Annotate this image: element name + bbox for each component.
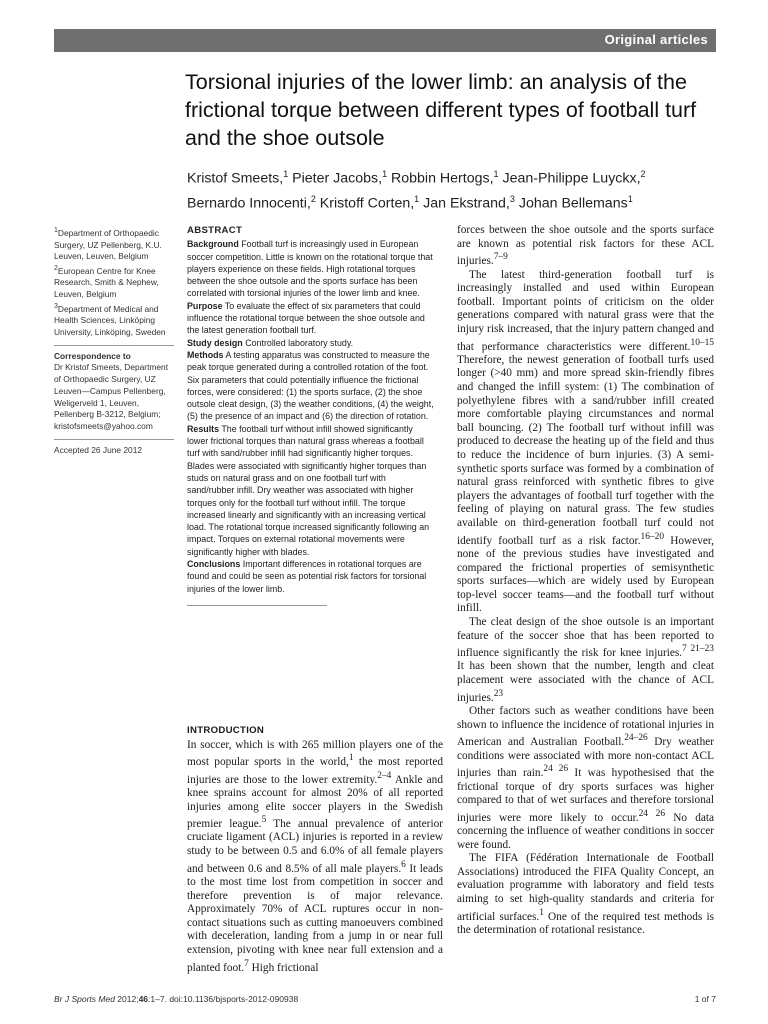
section-text: To evaluate the effect of six parameters that could influence the rotational torque between the shoe outsole and the latest generation football turf. xyxy=(187,300,425,336)
citation: 16–20 xyxy=(640,531,665,542)
section-label: Original articles xyxy=(604,32,708,47)
citation: 7 xyxy=(244,958,249,969)
affiliation-text: European Centre for Knee Research, Smith & Nephew, Leuven, Belgium xyxy=(54,265,159,300)
author: Johan Bellemans xyxy=(514,195,628,212)
author-affiliation-mark: 2 xyxy=(310,193,316,204)
author-affiliation-mark: 2 xyxy=(640,169,646,179)
citation: 1 xyxy=(539,907,544,918)
affiliation xyxy=(54,263,174,301)
author-affiliation-mark: 3 xyxy=(509,193,515,204)
text: In soccer, which is with 265 million players one of the most popular sports in the world, xyxy=(187,738,443,768)
author-list xyxy=(187,164,707,213)
affiliations-sidebar xyxy=(54,225,174,456)
paragraph xyxy=(457,269,714,616)
paragraph xyxy=(187,739,443,975)
section-label: Purpose xyxy=(187,300,223,311)
abstract-heading: ABSTRACT xyxy=(187,225,243,236)
abstract-results xyxy=(187,423,435,558)
volume: 46 xyxy=(138,994,149,1004)
citation: 7 21–23 xyxy=(682,644,714,655)
text: Ankle and knee sprains account for almost 20% of all reported injuries among elite soccer players in the Swedish premier league. xyxy=(187,773,443,830)
citation: 7–9 xyxy=(493,252,508,263)
text: Therefore, the newest generation of football turfs used longer (>40 mm) and more spread skin-friendly fibres and changed the infill system: (1) The combination of polyethylene fibres with a sand/rubber infill created more comfortable playing circumstances and normal ball bouncing. (2) The football turf without infill was produced to decrease the heating up of the field and thus to reduce the incidence of burn injuries. (3) A semi-synthetic sports surface was formed by a combination of natural grass reinforced with synthetic fibres to give players the advantages of football turf together with the feeling of playing on natural grass. The few studies available on third-generation football turf could not identify football turf as a risk factor. xyxy=(457,353,714,547)
section-label: Conclusions xyxy=(187,559,241,570)
divider xyxy=(187,605,327,606)
text: It leads to the most time lost from competition in soccer and therefore prevention is of major relevance. Approximately 70% of ACL ruptures occur in non-contact situations such as cutting manoeuvers combined with deceleration, landing from a jump in or near full extension, pivoting with knee near full extension and a planted foot. xyxy=(187,862,444,974)
text: The annual prevalence of anterior cruciate ligament (ACL) injuries is reported in a review study to be between 0.5 and 6.0% of all female players and between 0.6 and 8.5% of all male players. xyxy=(187,817,443,875)
abstract xyxy=(187,225,435,606)
affiliation-text: Department of Medical and Health Sciences, Linköping University, Linköping, Sweden xyxy=(54,303,166,338)
section-label: Results xyxy=(187,423,220,434)
text: It has been shown that the number, length and cleat placement were associated with the chance of ACL injuries. xyxy=(457,660,714,704)
text: However, none of the previous studies have investigated and compared the frictional properties of semisynthetic sports surfaces—which are widely used by European top-level soccer teams—and the football turf without infill. xyxy=(457,534,714,615)
doi: :1–7. doi:10.1136/bjsports-2012-090938 xyxy=(148,994,299,1004)
author: Kristoff Corten, xyxy=(315,195,415,212)
introduction-heading: INTRODUCTION xyxy=(187,725,265,736)
author-affiliation-mark: 1 xyxy=(627,193,633,204)
journal-name: Br J Sports Med xyxy=(54,994,115,1004)
divider xyxy=(54,345,174,346)
right-column xyxy=(457,224,714,938)
abstract-background xyxy=(187,238,435,299)
paragraph xyxy=(457,616,714,705)
affiliation xyxy=(54,301,174,339)
author-affiliation-mark: 1 xyxy=(382,169,388,179)
section-text: Important differences in rotational torques are found and could be seen as potential risk factors for torsional injuries of the lower limb. xyxy=(187,559,427,594)
citation: 2–4 xyxy=(377,770,392,781)
section-text: Football turf is increasingly used in European soccer competition. Little is known on the rotational torque that players experience on these fields. High rotational torques between the shoe outsole and the sports surface has been correlated with torsional injuries of the lower limb and knee. xyxy=(187,239,433,299)
article-title: Torsional injuries of the lower limb: an analysis of the frictional torque between different types of football turf and the shoe outsole xyxy=(185,70,697,150)
affiliation xyxy=(54,225,174,263)
section-label: Study design xyxy=(187,337,243,348)
citation: 1 xyxy=(348,753,354,764)
abstract-conclusions xyxy=(187,558,435,595)
footer-citation xyxy=(54,994,298,1004)
section-label: Methods xyxy=(187,349,224,360)
citation: 24 26 xyxy=(543,764,569,775)
section-text: The football turf without infill showed significantly lower frictional torques than natural grass whereas a football turf with sand/rubber infill had significantly higher torques. Blades were associated with significantly higher torques than studs on natural grass and on one football turf with sand/rubber infill. Dry weather was associated with higher torques only for the football turf without infill. The torque increased linearly and significantly with an increasing vertical load. The rotational torque increased significantly following an impact. Torques on external rotational movements were significantly higher with blades. xyxy=(187,423,430,557)
author-affiliation-mark: 1 xyxy=(493,169,499,179)
correspondence-heading: Correspondence to xyxy=(54,350,131,361)
text: Dry weather conditions were associated with more non-contact ACL injuries than rain. xyxy=(457,735,714,779)
paragraph xyxy=(457,224,714,269)
author: Bernardo Innocenti, xyxy=(187,195,311,212)
text: Other factors such as weather conditions have been shown to influence the incidence of rotational injuries in American and Australian Football. xyxy=(457,705,714,748)
introduction-section xyxy=(187,724,443,975)
text: One of the required test methods is the determination of rotational resistance. xyxy=(457,910,714,936)
citation: 5 xyxy=(261,815,267,826)
section-text: Controlled laboratory study. xyxy=(242,337,354,348)
correspondence-address: Dr Kristof Smeets, Department of Orthopaedic Surgery, UZ Leuven—Campus Pellenberg, Weligerveld 1, Leuven, Pellenberg B-3212, Belgium; kristofsmeets@yahoo.com xyxy=(54,362,169,431)
author: Jean-Philippe Luyckx, xyxy=(498,170,641,187)
citation: 23 xyxy=(493,688,504,699)
abstract-design xyxy=(187,337,435,349)
author: Kristof Smeets, xyxy=(187,170,284,187)
text: The latest third-generation football turf is increasingly installed and used within European football. Important points of criticism on the older generations compared with natural grass were that the injury risk increased, that the injury pattern changed and that performance characteristics were different. xyxy=(457,268,714,353)
citation: 24–26 xyxy=(624,733,648,744)
text: The FIFA (Fédération Internationale de Football Associations) introduced the FIFA Quality Concept, an evaluation programme with laboratory and field tests aiming to set high-quality standards and criteria for artificial surfaces. xyxy=(457,852,714,923)
section-label: Background xyxy=(187,239,239,250)
abstract-purpose xyxy=(187,300,435,337)
text: No data concerning the influence of weather conditions in soccer were found. xyxy=(457,811,715,851)
affiliation-mark: 3 xyxy=(54,302,58,310)
citation: 10–15 xyxy=(690,337,714,348)
author: Robbin Hertogs, xyxy=(387,170,494,187)
text: The cleat design of the shoe outsole is an important feature of the soccer shoe that has been reported to influence significantly the risk for knee injuries. xyxy=(457,615,714,659)
page-number: 1 of 7 xyxy=(694,994,716,1004)
accepted-date: Accepted 26 June 2012 xyxy=(54,444,143,455)
divider xyxy=(54,439,174,440)
author: Pieter Jacobs, xyxy=(288,170,383,187)
text: High frictional xyxy=(248,961,319,974)
citation: 24 26 xyxy=(638,808,666,819)
author: Jan Ekstrand, xyxy=(419,195,510,212)
citation: 6 xyxy=(401,859,406,870)
affiliation-text: Department of Orthopaedic Surgery, UZ Pellenberg, K.U. Leuven, Leuven, Belgium xyxy=(54,227,162,262)
text: the most reported injuries are those to the lower extremity. xyxy=(187,755,443,786)
author-affiliation-mark: 1 xyxy=(283,169,289,179)
section-text: A testing apparatus was constructed to measure the peak torque generated during a controlled rotation of the foot. Six parameters that could potentially influence the frictional forces, were considered: (1) the sports surface, (2) the shoe outsole cleat design, (3) the weather conditions, (4) the weight, (5) the presence of an impact and (6) the direction of rotation. xyxy=(187,349,434,422)
affiliation-mark: 1 xyxy=(54,227,58,234)
section-banner xyxy=(54,29,716,52)
paragraph xyxy=(457,852,714,937)
text: It was hypothesised that the frictional torque of dry sports surfaces was higher compared to that of wet surfaces and therefore torsional injuries were more likely to occur. xyxy=(457,766,714,824)
paragraph xyxy=(457,705,714,852)
text: forces between the shoe outsole and the sports surface are known as potential risk factors for these ACL injuries. xyxy=(457,224,714,267)
year: 2012; xyxy=(114,994,139,1004)
author-affiliation-mark: 1 xyxy=(414,193,420,204)
abstract-methods xyxy=(187,349,435,423)
affiliation-mark: 2 xyxy=(54,264,58,272)
